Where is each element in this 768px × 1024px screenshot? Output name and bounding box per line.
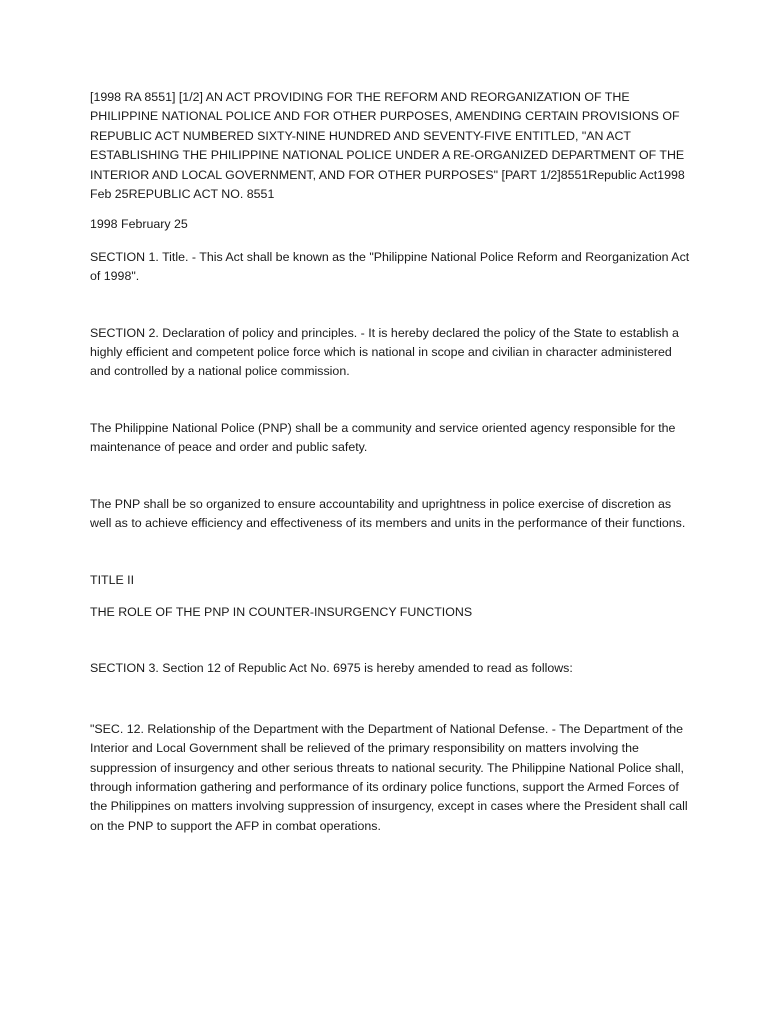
sec-12-paragraph: "SEC. 12. Relationship of the Department with the Department of National Defense. - The Department of the Interior and Local Government shall be relieved of the primary responsibility on matters involving the suppression of insurgency and other serious threats to national security. The Philippine National Police shall, through information gathering and performance of its ordinary police functions, support the Armed Forces of the Philippines on matters involving suppression of insurgency, except in cases where the President shall call on the PNP to support the AFP in combat operations. xyxy=(90,721,688,833)
section-1-paragraph: SECTION 1. Title. - This Act shall be known as the "Philippine National Police Reform and Reorganization Act of 1998". xyxy=(90,249,690,284)
title-2-label: TITLE II xyxy=(90,572,135,587)
pnp-role-paragraph: The Philippine National Police (PNP) shall be a community and service oriented agency responsible for the maintenance of peace and order and public safety. xyxy=(90,420,676,455)
title-2-heading: THE ROLE OF THE PNP IN COUNTER-INSURGENCY FUNCTIONS xyxy=(90,604,473,619)
section-3-paragraph: SECTION 3. Section 12 of Republic Act No. 6975 is hereby amended to read as follows: xyxy=(90,661,573,676)
document-date: 1998 February 25 xyxy=(90,217,188,232)
document-page xyxy=(90,88,690,836)
section-2-paragraph: SECTION 2. Declaration of policy and principles. - It is hereby declared the policy of the State to establish a highly efficient and competent police force which is national in scope and civilian in character administered and controlled by a national police commission. xyxy=(90,325,679,379)
document-header: [1998 RA 8551] [1/2] AN ACT PROVIDING FOR THE REFORM AND REORGANIZATION OF THE PHILIPPINE NATIONAL POLICE AND FOR OTHER PURPOSES, AMENDING CERTAIN PROVISIONS OF REPUBLIC ACT NUMBERED SIXTY-NINE HUNDRED AND SEVENTY-FIVE ENTITLED, "AN ACT ESTABLISHING THE PHILIPPINE NATIONAL POLICE UNDER A RE-ORGANIZED DEPARTMENT OF THE INTERIOR AND LOCAL GOVERNMENT, AND FOR OTHER PURPOSES" [PART 1/2]8551Republic Act1998 Feb 25REPUBLIC ACT NO. 8551 xyxy=(90,90,685,202)
pnp-organization-paragraph: The PNP shall be so organized to ensure accountability and uprightness in police exercise of discretion as well as to achieve efficiency and effectiveness of its members and units in the performance of their functions. xyxy=(90,496,686,531)
